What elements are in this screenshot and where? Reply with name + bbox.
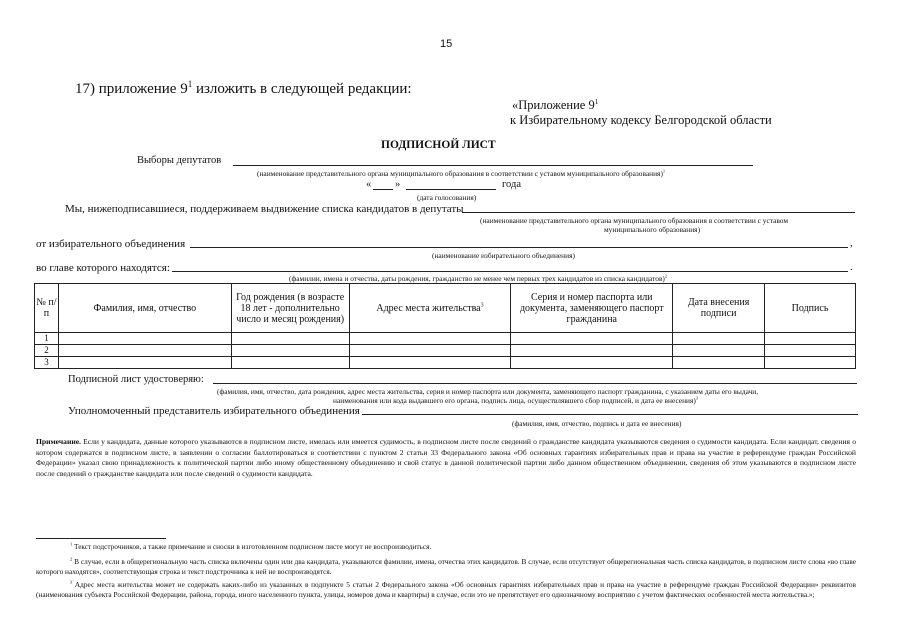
- note-label: Примечание.: [36, 437, 81, 446]
- header-birth-year: Год рождения (в возрасте 18 лет - дополнительно число и месяц рождения): [231, 284, 349, 333]
- note-text: Если у кандидата, данные которого указываются в подписном листе, имелась или имеется судимость, в подписном листе после сведений о гражданстве кандидата указываются сведения о судимости кандидата. Если кандидат, сведения о котором содержатся в подписном листе, в заявлении о согласии баллотироваться в соответствии с пунктом 2 статьи 33 Федерального закона «Об основных гарантиях избирательных прав и права на участие в референдуме граждан Российской Федерации» указал свою принадлежность к политической партии либо иному общественному объединению и свой статус в данной политической партии либо данном общественном объединении, сведения об этом указываются в подписном листе после сведений о гражданстве кандидата или после сведений о судимости кандидата.: [36, 437, 856, 478]
- certified-caption-1: (фамилия, имя, отчество, дата рождения, адрес места жительства, серия и номер паспорта или документа, заменяющего паспорт гражданина, с указанием даты его выдачи,: [217, 387, 759, 396]
- form-title: ПОДПИСНОЙ ЛИСТ: [381, 139, 496, 151]
- cell-signature[interactable]: [765, 357, 856, 369]
- association-label: от избирательного объединения: [36, 238, 186, 250]
- row-number: 1: [35, 333, 59, 345]
- date-open-quote: «: [366, 179, 372, 190]
- elections-line: [233, 165, 753, 166]
- footnote-separator: [36, 538, 166, 539]
- row-number: 3: [35, 357, 59, 369]
- appendix-line1: [512, 98, 598, 113]
- association-line: [190, 247, 848, 248]
- amendment-sup: 1: [187, 79, 193, 89]
- amendment-heading: [75, 81, 412, 98]
- cell-address[interactable]: [349, 357, 511, 369]
- cell-birth[interactable]: [231, 333, 349, 345]
- cell-name[interactable]: [58, 357, 231, 369]
- date-caption: (дата голосования): [417, 193, 477, 202]
- header-date: Дата внесения подписи: [673, 284, 765, 333]
- headed-period: .: [850, 261, 853, 273]
- footnote-2: $^2$ В случае, если в общерегиональную часть списка включены один или два кандидата, указываются фамилии, имена, отчества этих кандидатов. В случае, если отсутствует общерегиональная часть списка кандидатов, в подписном листе слова «во главе которого находятся», соответствующая строка и текст подстрочника к ней не воспроизводятся.: [36, 556, 856, 576]
- representative-line: [362, 414, 858, 415]
- amendment-tail: изложить в следующей редакции:: [192, 81, 412, 97]
- header-number: № п/п: [35, 284, 59, 333]
- signature-table: [34, 283, 856, 369]
- cell-name[interactable]: [58, 345, 231, 357]
- row-number: 2: [35, 345, 59, 357]
- cell-address[interactable]: [349, 345, 511, 357]
- day-line: [373, 189, 393, 190]
- support-line: [462, 212, 855, 213]
- support-caption-1: (наименование представительного органа муниципального образования в соответствии с уставом: [480, 216, 789, 225]
- association-comma: ,: [850, 237, 853, 249]
- page-number: 15: [440, 38, 453, 50]
- year-label: года: [502, 179, 521, 190]
- appendix-line2: к Избирательному кодексу Белгородской области: [510, 113, 772, 127]
- table-row: [35, 333, 856, 345]
- association-caption: (наименование избирательного объединения): [432, 251, 575, 260]
- cell-signature[interactable]: [765, 333, 856, 345]
- cell-passport[interactable]: [511, 357, 673, 369]
- elections-caption: (наименование представительного органа муниципального образования в соответствии с уставом муниципального образования)$^1$: [257, 168, 666, 178]
- cell-birth[interactable]: [231, 357, 349, 369]
- note-paragraph: [36, 437, 856, 479]
- cell-passport[interactable]: [511, 345, 673, 357]
- certified-line: [213, 383, 857, 384]
- table-row: [35, 357, 856, 369]
- headed-caption: (фамилии, имена и отчества, даты рождения, гражданство не менее чем первых трех кандидатов из списка кандидатов)$^2$: [289, 273, 668, 283]
- headed-label: во главе которого находятся:: [36, 262, 170, 274]
- footnote-3: $^3$ Адрес места жительства может не содержать каких-либо из указанных в подпункте 5 статьи 2 Федерального закона «Об основных гарантиях избирательных прав и права на участие в референдуме граждан Российской Федерации» реквизитов (наименования субъекта Российской Федерации, района, города, иного населенного пункта, улицы, номеров дома и квартиры) в случае, если это не препятствует его однозначному восприятию с учетом фактических особенностей места жительства.»;: [36, 579, 856, 599]
- header-name: Фамилия, имя, отчество: [58, 284, 231, 333]
- cell-address[interactable]: [349, 333, 511, 345]
- header-address: Адрес места жительства$^3$: [349, 284, 511, 333]
- representative-label: Уполномоченный представитель избирательного объединения: [68, 405, 360, 417]
- appendix-sup: 1: [594, 96, 599, 106]
- table-row: [35, 345, 856, 357]
- month-line: [406, 189, 496, 190]
- headed-line: [172, 271, 848, 272]
- cell-signature[interactable]: [765, 345, 856, 357]
- footnote-1: $^1$ Текст подстрочников, а также примечание и сноски в изготовленном подписном листе могут не воспроизводиться.: [70, 541, 432, 551]
- cell-date[interactable]: [673, 333, 765, 345]
- support-caption-2: муниципального образования): [604, 225, 701, 234]
- support-text: Мы, нижеподписавшиеся, поддерживаем выдвижение списка кандидатов в депутаты: [65, 203, 464, 215]
- date-close-quote: »: [395, 179, 401, 190]
- cell-passport[interactable]: [511, 333, 673, 345]
- elections-label: Выборы депутатов: [137, 155, 222, 166]
- cell-date[interactable]: [673, 357, 765, 369]
- appendix-text: «Приложение 9: [512, 98, 595, 112]
- representative-caption: (фамилия, имя, отчество, подпись и дата ее внесения): [512, 419, 682, 428]
- cell-date[interactable]: [673, 345, 765, 357]
- cell-birth[interactable]: [231, 345, 349, 357]
- table-header-row: [35, 284, 856, 333]
- certified-caption-2: наименования или кода выдавшего его органа, подпись лица, осуществлявшего сбор подписей, и дата ее внесения)$^3$: [333, 395, 699, 405]
- amendment-text: 17) приложение 9: [75, 81, 188, 97]
- cell-name[interactable]: [58, 333, 231, 345]
- header-passport: Серия и номер паспорта или документа, заменяющего паспорт гражданина: [511, 284, 673, 333]
- certified-label: Подписной лист удостоверяю:: [68, 374, 204, 385]
- header-signature: Подпись: [765, 284, 856, 333]
